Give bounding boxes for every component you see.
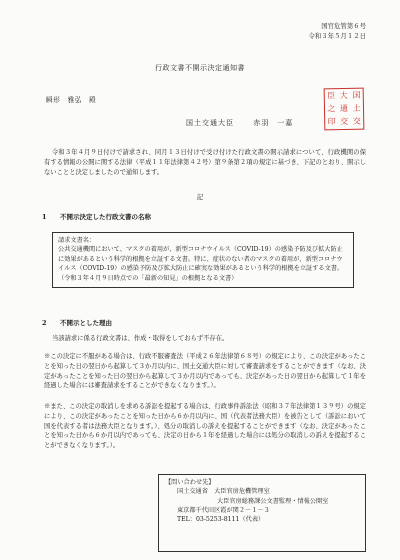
recipient-name: 瞬形 雅弘 殿 xyxy=(46,96,97,104)
appeal-note-paragraph: ※この決定に不服がある場合は、行政不服審査法（平成２６年法律第６８号）の規定により、この決定があったことを知った日の翌日から起算して３か月以内に、国土交通大臣に対して審査請求をすることができます（なお、決定があったことを知った日の翌日から起算して３か月以内であっても、決定があった日の翌日から起算して１年を経過した場合には審査請求をすることができなくなります。）。 xyxy=(44,353,366,390)
document-number: 国官危管第６号 xyxy=(321,22,366,30)
contact-heading: 【問い合わせ先】 xyxy=(165,479,215,486)
request-body: 公共交通機関において、マスクの着用が、新型コロナウイルス（COVID-19）の感染予防及び拡大防止に効果があるという科学的根拠を立証する文書。特に、症状のない者のマスクの着用が、新型コロナウイルス（COVID-19）の感染予防及び拡大防止に確実な効果があるという科学的根拠を立証する文書。（令和３年４月９日時点での「最新の知見」の根拠となる文書） xyxy=(58,246,344,282)
seal-char: 国 xyxy=(352,90,361,100)
seal-char: 印 xyxy=(327,117,336,127)
section-2-heading xyxy=(42,318,112,327)
seal-char: 臣 xyxy=(327,90,336,100)
document-title: 行政文書不開示決定通知書 xyxy=(155,64,245,72)
section-1-title: 不開示決定した行政文書の名称 xyxy=(60,213,151,221)
reason-paragraph: 当該請求に係る行政文書は、作成・取得をしておらず不存在。 xyxy=(52,335,229,342)
section-2-title: 不開示とした理由 xyxy=(60,319,112,327)
sender-name: 赤羽 一嘉 xyxy=(253,119,294,127)
seal-char: 交 xyxy=(352,117,361,127)
section-1-number: 1 xyxy=(42,213,47,221)
official-seal-stamp xyxy=(324,88,365,131)
ki-marker: 記 xyxy=(196,193,204,201)
intro-paragraph: 令和３年４月９日付けで請求され、同月１３日付けで受け付けた行政文書の開示請求について、行政機関の保有する情報の公開に関する法律（平成１１年法律第４２号）第９条第２項の規定に基づき、下記のとおり、開示しないことと決定しましたので通知します。 xyxy=(44,149,366,176)
contact-org: 国土交通省 大臣官房危機管理室 xyxy=(177,488,270,496)
seal-char: 交 xyxy=(340,117,349,127)
request-label: 請求文書名： xyxy=(58,237,96,244)
contact-address: 東京都千代田区霞が関２－１－３ xyxy=(177,506,270,514)
lawsuit-note-paragraph: ※また、この決定の取消しを求める訴訟を提起する場合は、行政事件訴訟法（昭和３７年法律第１３９号）の規定により、この決定があったことを知った日から６か月以内に、国（代表者法務大臣）を被告として（訴訟において国を代表する者は法務大臣となります。）、処分の取消しの訴えを提起することができます（なお、決定があったことを知った日から６か月以内であっても、決定の日から１年を経過した場合には処分の取消しの訴えを提起することができなくなります。）。 xyxy=(44,403,366,449)
seal-char: 通 xyxy=(339,103,349,114)
sender-office: 国土交通大臣 xyxy=(186,119,234,127)
sender-block xyxy=(186,118,293,128)
request-document-box xyxy=(52,232,354,288)
section-2-number: 2 xyxy=(42,319,47,327)
seal-char: 大 xyxy=(339,90,348,100)
document-date: 令和３年５月１２日 xyxy=(308,31,366,40)
seal-char: 之 xyxy=(327,104,336,114)
section-1-heading xyxy=(42,212,151,221)
seal-char: 土 xyxy=(352,103,361,113)
contact-box xyxy=(158,474,366,552)
contact-dept: 大臣官房総務課公文書監理・情報公開室 xyxy=(217,497,329,505)
document-number-block xyxy=(308,22,366,41)
contact-phone: TEL：03-5253-8111（代表） xyxy=(177,516,265,524)
